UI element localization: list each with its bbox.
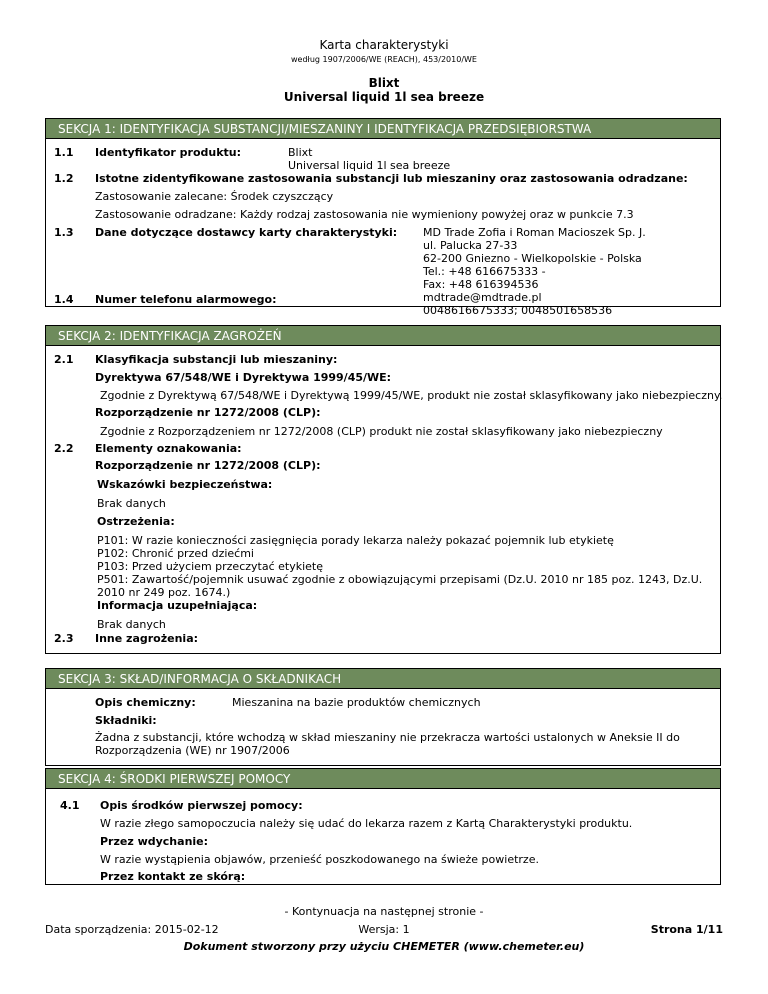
clp-text: Zgodnie z Rozporządzeniem nr 1272/2008 (CLP) produkt nie został sklasyfikowany jako niebezpieczny [100,425,663,438]
product-identifier-full: Universal liquid 1l sea breeze [288,159,451,172]
section-number: 2.2 [54,442,74,455]
section-number: 1.4 [54,293,74,306]
section-3-header: SEKCJA 3: SKŁAD/INFORMACJA O SKŁADNIKACH [46,669,720,689]
section-4-header: SEKCJA 4: ŚRODKI PIERWSZEJ POMOCY [46,769,720,789]
product-name: Blixt [368,76,400,90]
section-number: 2.1 [54,353,74,366]
extra-info-label: Informacja uzupełniająca: [97,599,258,612]
section-number: 2.3 [54,632,74,645]
section-2 [45,325,721,654]
generator-credit: Dokument stworzony przy użyciu CHEMETER (www.chemeter.eu) [183,940,585,953]
skin-contact-label: Przez kontakt ze skórą: [100,870,246,883]
section-number: 4.1 [60,799,80,812]
supplier-name: MD Trade Zofia i Roman Macioszek Sp. J. [423,226,646,239]
field-label: Numer telefonu alarmowego: [95,293,277,306]
components-label: Składniki: [95,714,157,727]
first-aid-general: W razie złego samopoczucia należy się udać do lekarza razem z Kartą Charakterystyki produktu. [100,817,633,830]
use-recommended: Zastosowanie zalecane: Środek czyszczący [95,190,334,203]
section-4 [45,768,721,885]
regulation-ref: według 1907/2006/WE (REACH), 453/2010/WE [291,55,477,64]
use-discouraged: Zastosowanie odradzane: Każdy rodzaj zastosowania nie wymieniony powyżej oraz w punkcie 7.3 [95,208,634,221]
emergency-phone: 0048616675333; 0048501658536 [423,304,613,317]
directive-label: Dyrektywa 67/548/WE i Dyrektywa 1999/45/WE: [95,371,392,384]
section-1-header: SEKCJA 1: IDENTYFIKACJA SUBSTANCJI/MIESZANINY I IDENTYFIKACJA PRZEDSIĘBIORSTWA [46,119,720,139]
supplier-email: mdtrade@mdtrade.pl [423,291,542,304]
chem-desc-label: Opis chemiczny: [95,696,196,709]
section-number: 1.3 [54,226,74,239]
components-text: Żadna z substancji, które wchodzą w skład mieszaniny nie przekracza wartości ustalonych w Aneksie II do Rozporządzenia (WE) nr 1907/2006 [95,731,680,757]
clp-label: Rozporządzenie nr 1272/2008 (CLP): [95,406,321,419]
document-title: Karta charakterystyki [319,38,449,52]
safety-label: Wskazówki bezpieczeństwa: [97,478,273,491]
field-label: Elementy oznakowania: [95,442,242,455]
continued-note: - Kontynuacja na następnej stronie - [284,905,484,918]
field-label: Inne zagrożenia: [95,632,199,645]
field-label: Opis środków pierwszej pomocy: [100,799,303,812]
extra-info-no-data: Brak danych [97,618,166,631]
field-label: Dane dotyczące dostawcy karty charakterystyki: [95,226,398,239]
field-label: Istotne zidentyfikowane zastosowania substancji lub mieszaniny oraz zastosowania odradzane: [95,172,688,185]
version: Wersja: 1 [358,923,410,936]
clp-label-2: Rozporządzenie nr 1272/2008 (CLP): [95,459,321,472]
supplier-street: ul. Palucka 27-33 [423,239,518,252]
inhalation-text: W razie wystąpienia objawów, przenieść poszkodowanego na świeże powietrze. [100,853,539,866]
field-label: Identyfikator produktu: [95,146,242,159]
section-number: 1.2 [54,172,74,185]
supplier-fax: Fax: +48 616394536 [423,278,539,291]
safety-no-data: Brak danych [97,497,166,510]
precaution-p103: P103: Przed użyciem przeczytać etykietę [97,560,323,573]
field-label: Klasyfikacja substancji lub mieszaniny: [95,353,338,366]
section-3 [45,668,721,766]
preparation-date: Data sporządzenia: 2015-02-12 [45,923,219,936]
section-number: 1.1 [54,146,74,159]
page-number: Strona 1/11 [650,923,723,936]
warnings-label: Ostrzeżenia: [97,515,175,528]
supplier-phone: Tel.: +48 616675333 - [423,265,546,278]
product-full-name: Universal liquid 1l sea breeze [283,90,485,104]
precaution-p102: P102: Chronić przed dziećmi [97,547,254,560]
supplier-city: 62-200 Gniezno - Wielkopolskie - Polska [423,252,642,265]
section-2-header: SEKCJA 2: IDENTYFIKACJA ZAGROŻEŃ [46,326,720,346]
inhalation-label: Przez wdychanie: [100,835,209,848]
product-identifier: Blixt [288,146,313,159]
chem-desc-value: Mieszanina na bazie produktów chemicznych [232,696,481,709]
precaution-p101: P101: W razie konieczności zasięgnięcia porady lekarza należy pokazać pojemnik lub etykietę [97,534,614,547]
precaution-p501: P501: Zawartość/pojemnik usuwać zgodnie z obowiązującymi przepisami (Dz.U. 2010 nr 185 poz. 1243, Dz.U. 2010 nr 249 poz. 1674.) [97,573,703,599]
directive-text: Zgodnie z Dyrektywą 67/548/WE i Dyrektywą 1999/45/WE, produkt nie został sklasyfikowany jako niebezpieczny. [100,389,723,402]
section-1 [45,118,721,317]
